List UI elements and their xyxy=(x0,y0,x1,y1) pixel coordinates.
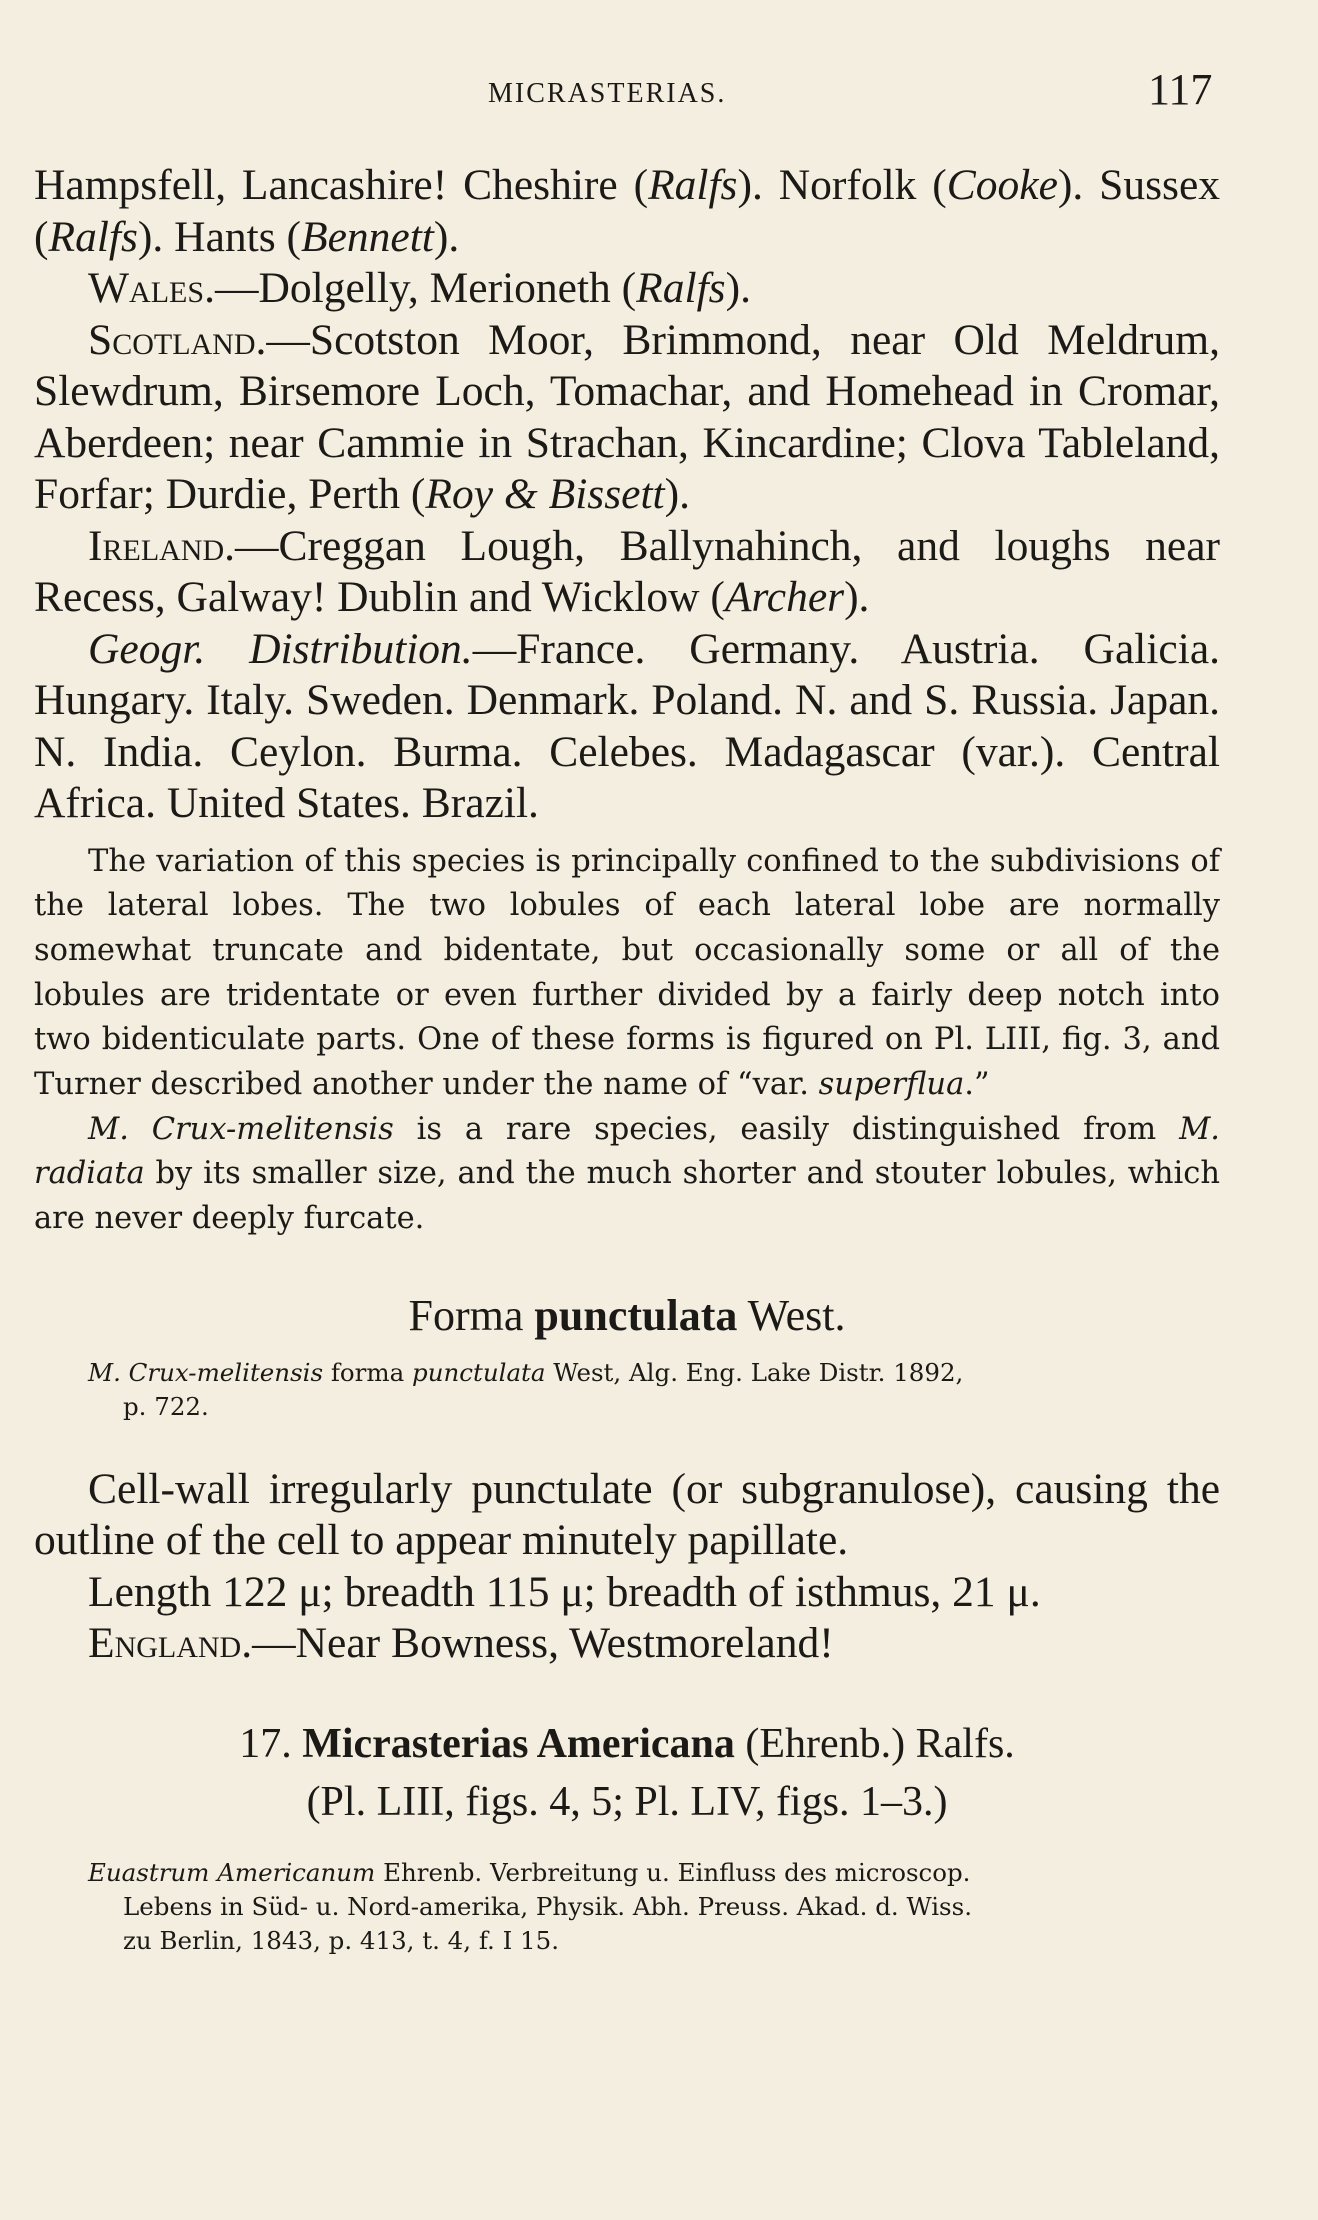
text-run: M. Crux-melitensis xyxy=(88,1357,324,1387)
text-run: .—Scotston Moor, Brimmond, near Old Meldrum, Slewdrum, Birsemore Loch, Tomachar, and Homehead in Cromar, Aberdeen; near Cammie in Strachan, Kincardine; Clova Tableland, Forfar; Durdie, Perth ( xyxy=(34,315,1220,518)
text-run: Archer xyxy=(724,573,845,621)
remarks-paragraph-2 xyxy=(34,1108,1220,1242)
species-citation xyxy=(34,1856,1220,1958)
species-citation-line-3 xyxy=(88,1924,1220,1958)
text-run: forma xyxy=(323,1357,413,1387)
text-run: is a rare species, easily distinguished from xyxy=(393,1111,1180,1147)
text-run: .—Creggan Lough, Ballynahinch, and loughs near Recess, Galway! Dublin and Wicklow ( xyxy=(34,521,1220,621)
text-run: West, Alg. Eng. Lake Distr. 1892, xyxy=(545,1357,964,1387)
forma-description xyxy=(34,1464,1220,1567)
text-run: Ralfs xyxy=(636,264,726,312)
text-run: Roy & Bissett xyxy=(425,470,665,518)
text-run: Cell-wall irregularly punctulate (or subgranulose), causing the outline of the cell to appear minutely papillate. xyxy=(34,1464,1220,1565)
text-run: Ehrenb. Verbreitung u. Einfluss des microscop. xyxy=(375,1857,971,1887)
text-run: zu Berlin, 1843, p. 413, t. 4, f. I 15. xyxy=(123,1925,560,1955)
species-plates xyxy=(34,1776,1220,1828)
text-run: Hampsfell, Lancashire! Cheshire ( xyxy=(34,161,649,209)
text-run: .—Dolgelly, Merioneth ( xyxy=(204,264,637,312)
forma-heading xyxy=(34,1290,1220,1342)
forma-citation xyxy=(34,1356,1220,1424)
text-run: ). xyxy=(433,212,460,261)
text-run: 17. xyxy=(239,1720,303,1767)
remarks-paragraph-1 xyxy=(34,840,1220,1108)
text-run: The variation of this species is principally confined to the subdivisions of the lateral lobes. The two lobules of each lateral lobe are normally somewhat truncate and bidentate, but occasionally some or all of the lobules are tridentate or even further divided by a fairly deep notch into two bidenticulate parts. One of these forms is figured on Pl. LIII, fig. 3, and Turner described another under the name of “var. xyxy=(34,843,1220,1103)
text-run: ). Norfolk ( xyxy=(737,161,947,209)
forma-citation-line-2 xyxy=(88,1390,1220,1424)
text-run: by its smaller size, and the much shorter and stouter lobules, which are never deeply furcate. xyxy=(34,1156,1220,1237)
body-text xyxy=(34,160,1220,1958)
text-run: Ireland xyxy=(88,521,225,570)
text-run: —France. Germany. Austria. Galicia. Hungary. Italy. Sweden. Denmark. Poland. N. and S. Russia. Japan. N. India. Ceylon. Burma. Celebes. Madagascar (var.). Central Africa. United States. Brazil. xyxy=(34,624,1220,827)
text-run: punctulata xyxy=(412,1357,546,1387)
text-run: M. Crux-melitensis xyxy=(88,1111,394,1147)
text-run: superflua xyxy=(818,1067,965,1103)
text-run: ). xyxy=(664,470,690,518)
species-citation-line-1 xyxy=(88,1858,970,1887)
wales-localities xyxy=(34,263,1220,315)
text-run: ). xyxy=(844,573,870,621)
scotland-localities xyxy=(34,315,1220,521)
text-run: Micrasterias Americana xyxy=(302,1720,735,1767)
running-head xyxy=(0,60,1318,120)
england-localities-continued xyxy=(34,160,1220,263)
text-run: Geogr. Distribution. xyxy=(88,624,473,673)
text-run: Euastrum Americanum xyxy=(88,1857,376,1887)
geographical-distribution xyxy=(34,624,1220,830)
text-run: West. xyxy=(737,1290,846,1340)
text-run: punctulata xyxy=(534,1290,738,1340)
text-run: Length 122 μ; breadth 115 μ; breadth of isthmus, 21 μ. xyxy=(88,1567,1041,1616)
species-citation-line-2 xyxy=(88,1890,1220,1924)
text-run: .—Near Bowness, Westmoreland! xyxy=(241,1619,834,1668)
text-run: Wales xyxy=(88,264,205,312)
text-run: Ralfs xyxy=(648,161,738,209)
forma-measurements xyxy=(34,1567,1220,1619)
text-run: Ralfs xyxy=(48,212,138,261)
page-number: 117 xyxy=(1148,65,1213,114)
text-run: Cooke xyxy=(946,161,1058,209)
forma-citation-line-1 xyxy=(88,1358,963,1387)
text-run: Lebens in Süd- u. Nord-amerika, Physik. Abh. Preuss. Akad. d. Wiss. xyxy=(123,1891,972,1921)
running-title: MICRASTERIAS. xyxy=(488,78,727,109)
text-run: p. 722. xyxy=(123,1391,209,1421)
text-run: Scotland xyxy=(88,315,256,364)
text-run: M. radiata xyxy=(34,1111,1220,1192)
ireland-localities xyxy=(34,521,1220,624)
text-run: Bennett xyxy=(301,212,434,261)
text-run: Forma xyxy=(408,1290,535,1340)
text-run: ). Hants ( xyxy=(137,212,302,261)
species-heading xyxy=(34,1718,1220,1770)
text-run: ). xyxy=(725,264,751,312)
text-run: ). Sussex ( xyxy=(34,161,1220,261)
text-run: (Pl. LIII, figs. 4, 5; Pl. LIV, figs. 1–3.) xyxy=(306,1778,948,1825)
forma-england-locality xyxy=(34,1618,1220,1670)
text-run: (Ehrenb.) Ralfs. xyxy=(734,1720,1015,1767)
text-run: .” xyxy=(964,1067,990,1103)
text-run: England xyxy=(88,1619,242,1668)
